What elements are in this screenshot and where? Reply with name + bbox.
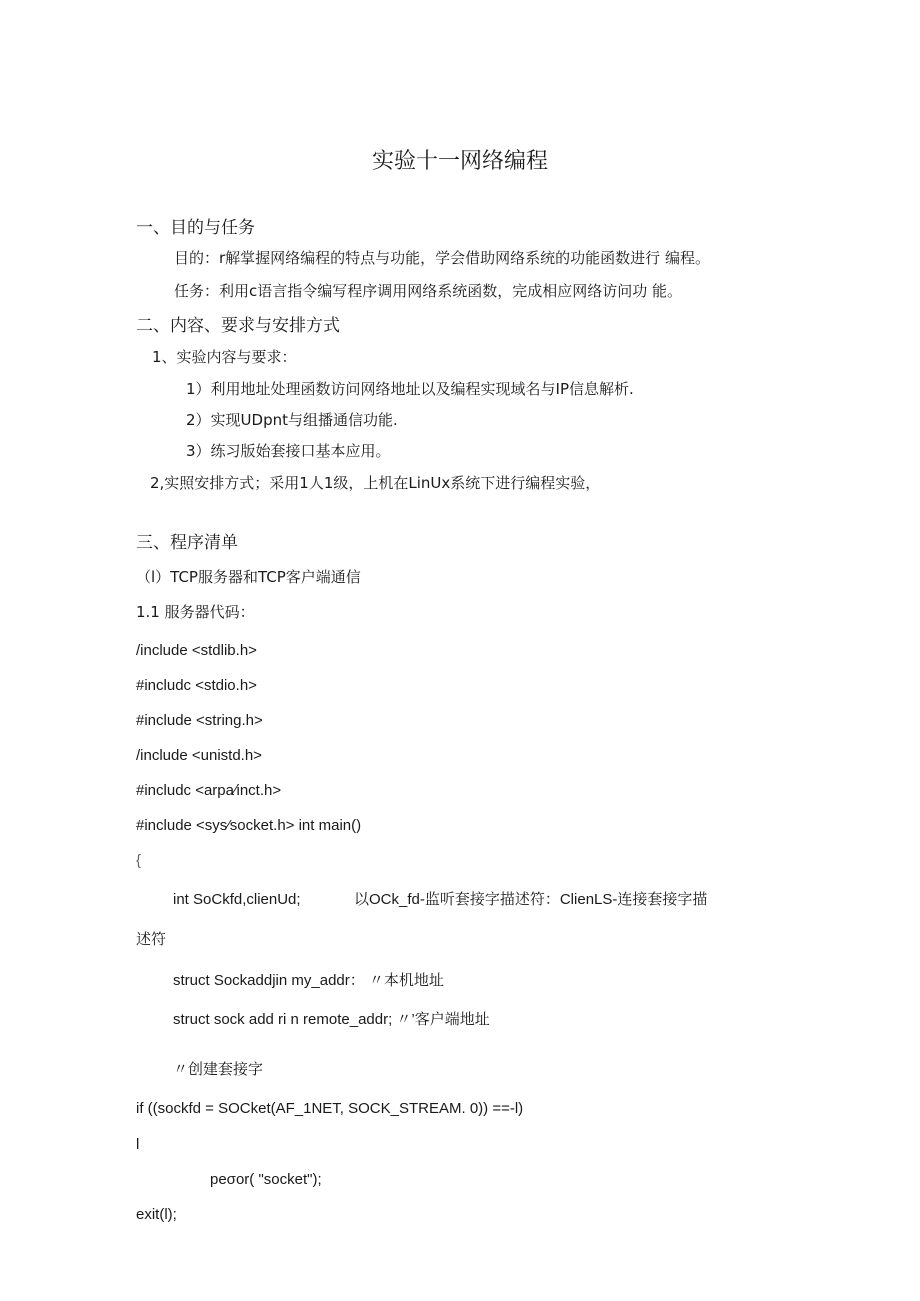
code-line: struct Sockaddjin my_addr： 〃本机地址 (173, 972, 444, 989)
code-line: #include <sys⁄socket.h> int main() (136, 817, 362, 834)
code-line: /include <unistd.h> (136, 747, 262, 764)
code-line: peσor( "socket"); (210, 1171, 322, 1188)
code-line: #includc <stdio.h> (136, 677, 257, 694)
code-comment: 〃创建套接字 (173, 1061, 264, 1078)
content-subitem-2: 2）实现UDpnt与组播通信功能. (186, 411, 398, 429)
code-line: l (136, 1136, 140, 1153)
code-line: int SoCkfd,clienUd; (173, 891, 301, 908)
program-subheading: （l）TCP服务器和TCP客户端通信 (136, 568, 361, 586)
code-line: #includc <arpa⁄inct.h> (136, 782, 282, 799)
code-line: struct sock add ri n remote_addr; 〃’客户端地址 (173, 1011, 490, 1028)
code-line: /include <stdlib.h> (136, 642, 257, 659)
code-comment: 述符 (136, 930, 167, 948)
code-comment: 以OCk_fd-监听套接字描述符：ClienLS-连接套接字描 (354, 891, 708, 908)
content-subitem-3: 3）练习版始套接口基本应用。 (186, 442, 391, 460)
content-subitem-1: 1）利用地址处理函数访问网络地址以及编程实现域名与IP信息解析. (186, 380, 634, 398)
task-text: 任务：利用c语言指令编写程序调用网络系统函数，完成相应网络访问功 能。 (174, 282, 683, 300)
section-heading-purpose: 一、目的与任务 (136, 218, 255, 238)
section-heading-program: 三、程序清单 (136, 533, 238, 553)
content-item-2: 2,实照安排方式；采用1人1级，上机在LinUx系统下进行编程实验， (150, 474, 601, 492)
content-item-1: 1、实验内容与要求： (152, 348, 297, 366)
server-code-heading: 1.1 服务器代码： (136, 603, 255, 621)
code-line: #include <string.h> (136, 712, 263, 729)
section-heading-content: 二、内容、要求与安排方式 (136, 316, 340, 336)
code-line: exit(l); (136, 1206, 177, 1223)
purpose-text: 目的：r解掌握网络编程的特点与功能，学会借助网络系统的功能函数进行 编程。 (174, 249, 710, 267)
code-line: if ((sockfd = SOCket(AF_1NET, SOCK_STREAM. 0)) ==-l) (136, 1100, 524, 1117)
page-title: 实验十一网络编程 (371, 149, 548, 174)
code-line: { (136, 852, 142, 869)
